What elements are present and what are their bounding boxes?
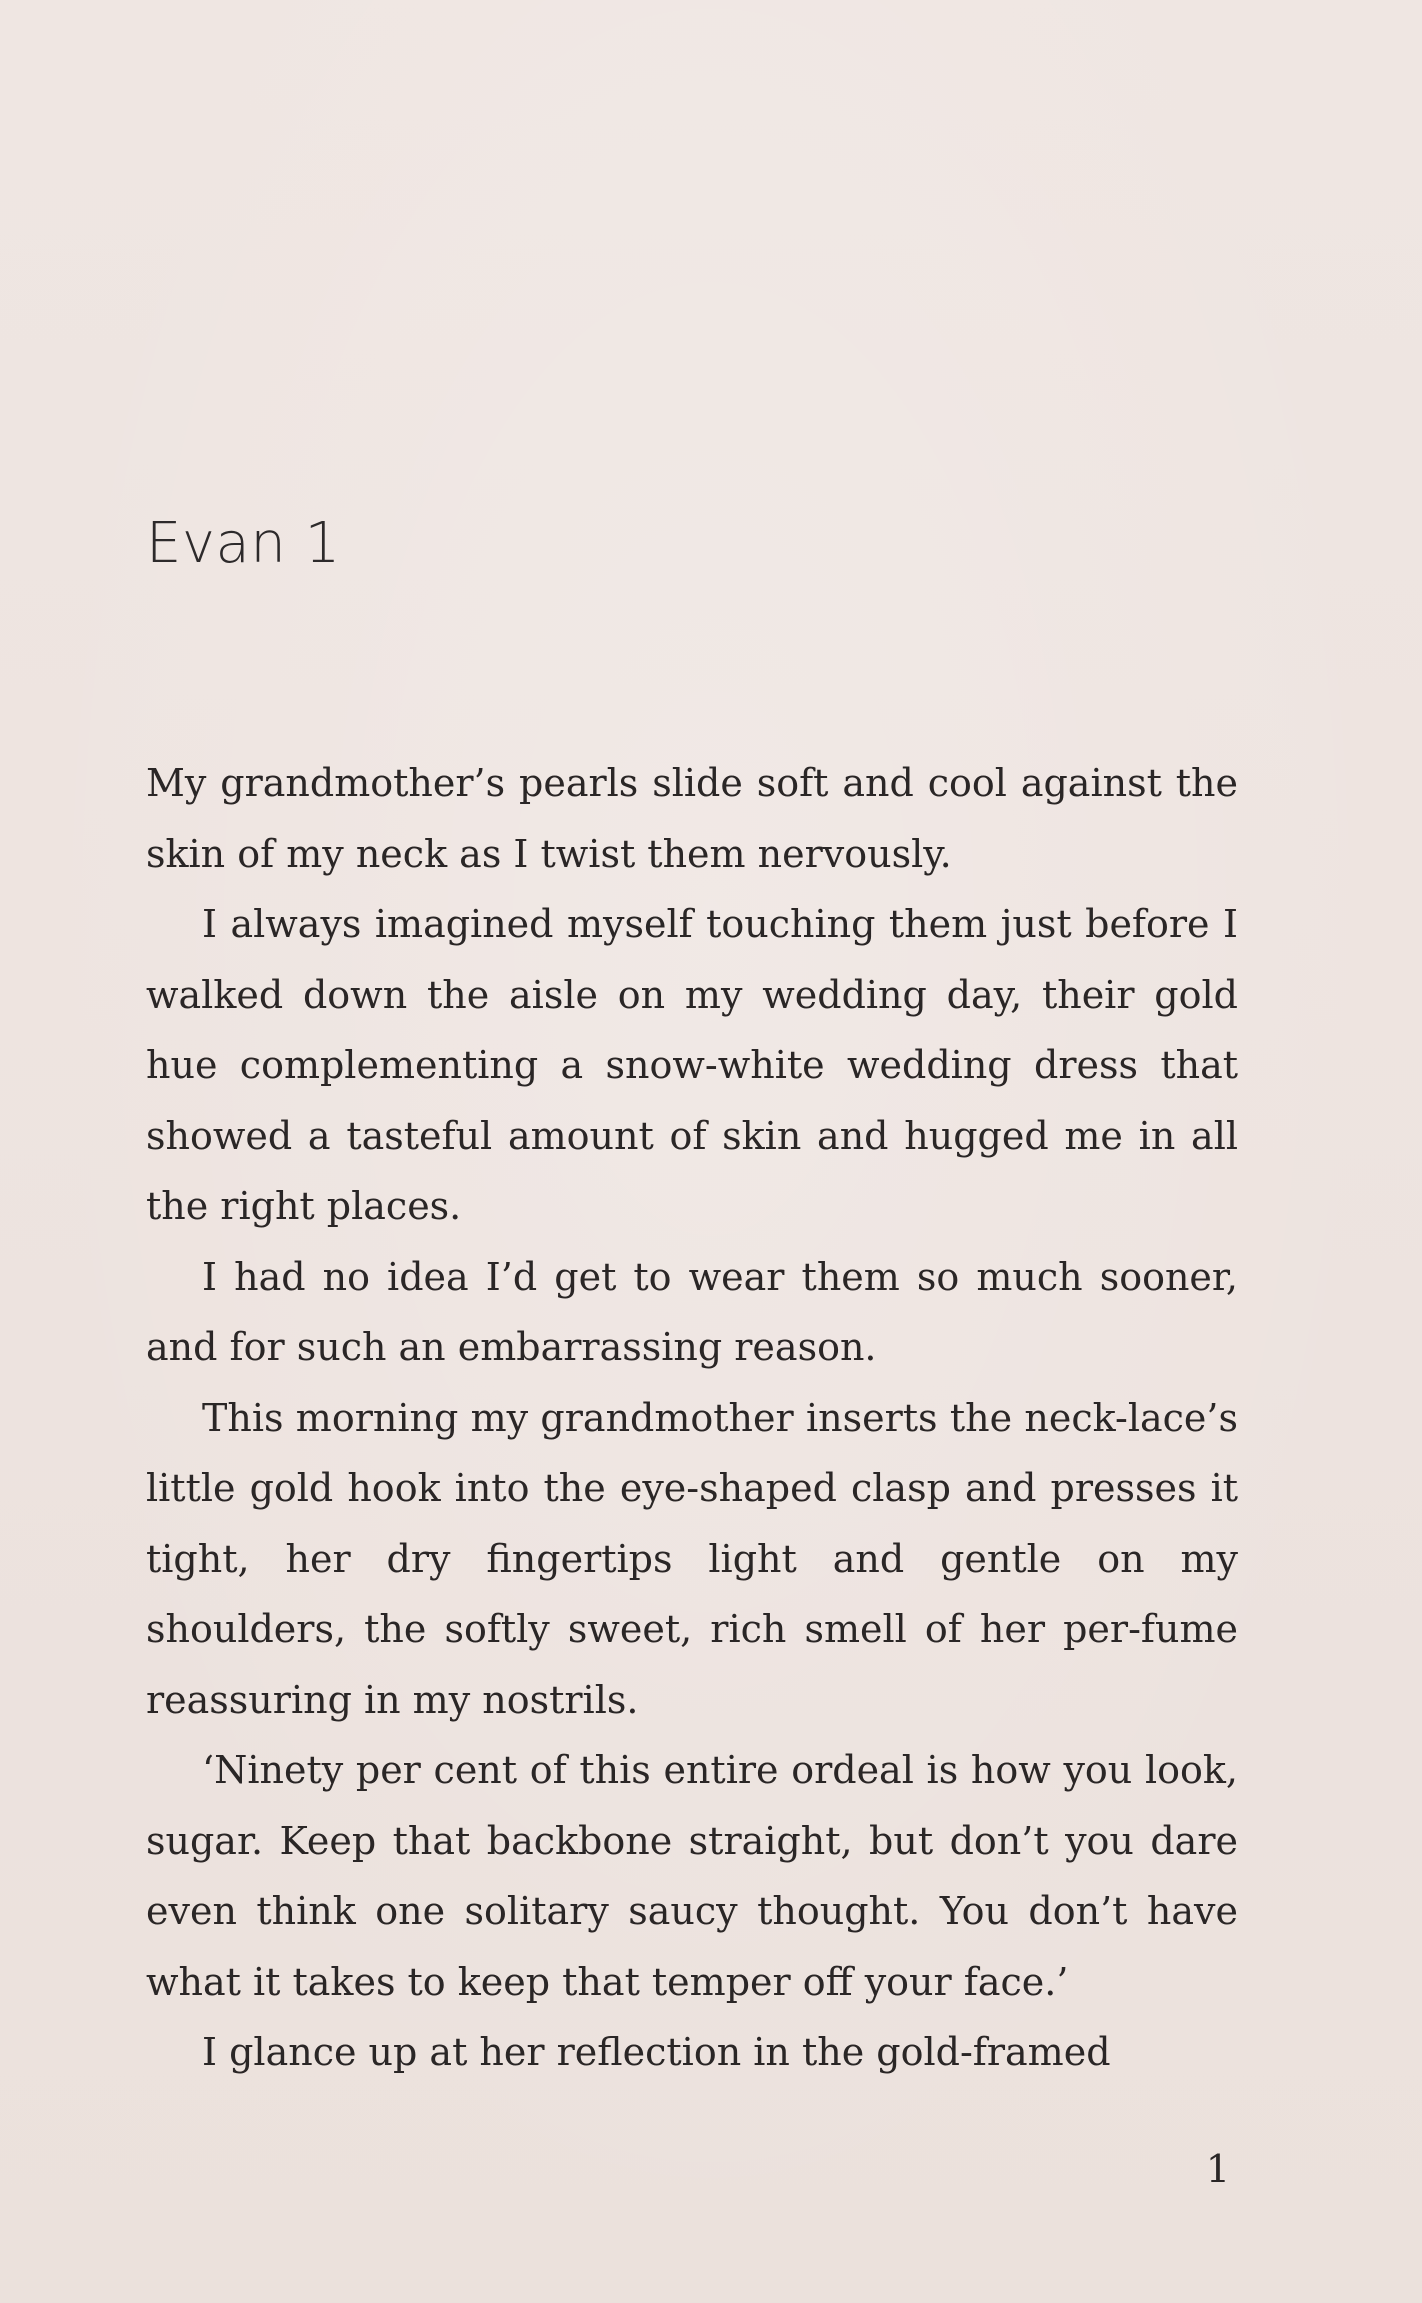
chapter-heading: Evan 1 (146, 511, 341, 576)
paragraph-4: This morning my grandmother inserts the neck-lace’s little gold hook into the eye-shaped clasp and presses it tight, her dry fingertips light and gentle on my shoulders, the softly sweet, rich smell of her per-fume reassuring in my nostrils. (146, 1395, 1238, 1722)
reverse-page-show-through (150, 180, 1242, 250)
paragraph-3: I had no idea I’d get to wear them so much sooner, and for such an embarrassing reason. (146, 1254, 1238, 1369)
chapter-body (146, 748, 1238, 2088)
paragraph-1: My grandmother’s pearls slide soft and cool against the skin of my neck as I twist them nervously. (146, 761, 1238, 876)
paragraph-2: I always imagined myself touching them just before I walked down the aisle on my wedding day, their gold hue complementing a snow-white wedding dress that showed a tasteful amount of skin and hugged me in all the right places. (146, 902, 1238, 1228)
paragraph-5: ‘Ninety per cent of this entire ordeal is how you look, sugar. Keep that backbone straight, but don’t you dare even think one solitary saucy thought. You don’t have what it takes to keep that temper off your face.’ (146, 1748, 1238, 2004)
paragraph-6: I glance up at her reflection in the gold-framed (202, 2030, 1111, 2074)
page-number: 1 (1205, 2147, 1230, 2191)
